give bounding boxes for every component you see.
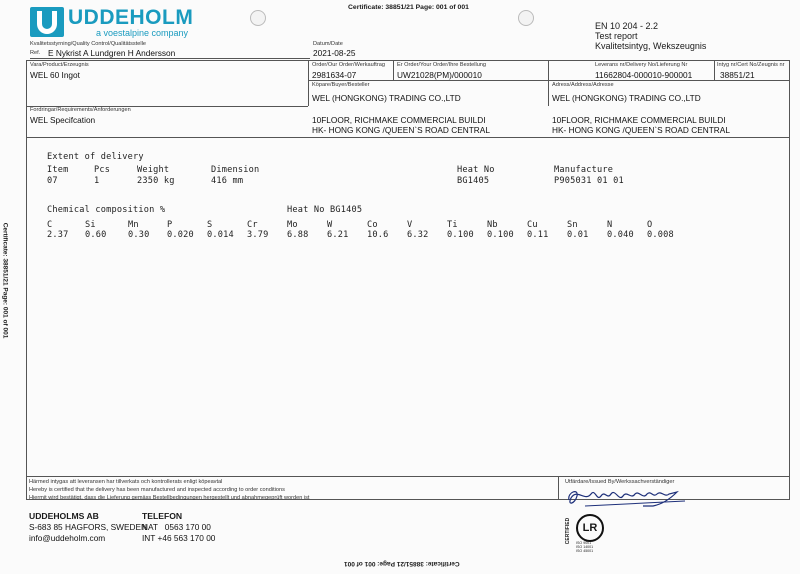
- lr-mark-icon: [576, 514, 604, 542]
- issued-by-label: Utfärdare/Issued By/Werkssachverständiger: [565, 479, 675, 485]
- date-value: 2021-08-25: [313, 48, 356, 58]
- chem-element-mo: Mo: [287, 220, 298, 230]
- chem-value-mn: 0.30: [128, 230, 150, 240]
- quality-control-label: Kvalitetsstyrning/Quality Control/Qualitätsstelle: [30, 41, 146, 47]
- chem-element-v: V: [407, 220, 413, 230]
- report-title: Test report: [595, 31, 638, 41]
- cert-no-label: Intyg nr/Cert No/Zeugnis nr: [717, 62, 785, 68]
- chem-element-c: C: [47, 220, 53, 230]
- lr-certified-label: CERTIFIED: [565, 517, 572, 545]
- chem-element-nb: Nb: [487, 220, 498, 230]
- statement-line: Härmed intygas att leveransen har tillverkats och kontrollerats enligt köpeavtal: [29, 479, 223, 485]
- delivery-weight: 2350 kg: [137, 176, 175, 186]
- certificate-header: Certificate: 38851/21 Page: 001 of 001: [348, 4, 469, 11]
- side-certificate-text: Certificate: 38851/21 Page: 001 of 001: [1, 222, 9, 339]
- bottom-certificate-text: Certificate: 38851/21 Page: 001 of 001: [344, 560, 460, 567]
- delivery-header-item: Item: [47, 165, 69, 175]
- chemical-heading: Chemical composition %: [47, 205, 166, 215]
- chem-value-s: 0.014: [207, 230, 234, 240]
- chem-element-sn: Sn: [567, 220, 578, 230]
- brand-name: UDDEHOLM: [68, 6, 194, 29]
- delivery-header-heat: Heat No: [457, 165, 495, 175]
- our-order-value: 2981634-07: [312, 70, 357, 80]
- footer-address: S-683 85 HAGFORS, SWEDEN: [29, 522, 148, 532]
- chem-element-mn: Mn: [128, 220, 139, 230]
- delivery-dimension: 416 mm: [211, 176, 244, 186]
- buyer-line: HK- HONG KONG /QUEEN`S ROAD CENTRAL: [312, 125, 490, 135]
- chem-element-s: S: [207, 220, 213, 230]
- lr-standard: ISO 45001: [576, 549, 594, 553]
- statement-line: Hiermit wird bestätigt, dass die Lieferung gemäss Bestellbedingungen hergestellt und abnahmegeprüft worden ist: [29, 495, 310, 501]
- chem-value-n: 0.040: [607, 230, 634, 240]
- cert-no-value: 38851/21: [720, 70, 755, 80]
- delivery-heading: Extent of delivery: [47, 152, 144, 162]
- delivery-no-value: 11662804-000010-900001: [595, 70, 693, 80]
- address-line: WEL (HONGKONG) TRADING CO.,LTD: [552, 93, 701, 103]
- chem-value-w: 6.21: [327, 230, 349, 240]
- chem-element-ti: Ti: [447, 220, 458, 230]
- chem-value-nb: 0.100: [487, 230, 514, 240]
- footer-company: UDDEHOLMS AB: [29, 511, 99, 521]
- delivery-no-label: Leverans nr/Delivery No/Lieferung Nr: [595, 62, 688, 68]
- chem-value-o: 0.008: [647, 230, 674, 240]
- lr-standard: ISO 14001: [576, 545, 594, 549]
- your-order-label: Er Order/Your Order/Ihre Bestellung: [397, 62, 487, 68]
- ref-value: E Nykrist A Lundgren H Andersson: [48, 48, 176, 58]
- requirements-label: Fordringar/Requirements/Anforderungen: [30, 107, 131, 113]
- report-title-local: Kvalitetsintyg, Wekszeugnis: [595, 41, 707, 51]
- delivery-heat: BG1405: [457, 176, 490, 186]
- punch-hole: [518, 10, 534, 26]
- your-order-value: UW21028(PM)/000010: [397, 70, 482, 80]
- delivery-header-weight: Weight: [137, 165, 170, 175]
- delivery-manufacture: P905031 01 01: [554, 176, 624, 186]
- chemical-heat-label: Heat No BG1405: [287, 205, 363, 215]
- buyer-line: 10FLOOR, RICHMAKE COMMERCIAL BUILDI: [312, 115, 486, 125]
- ref-label: Ref.: [30, 50, 41, 56]
- chem-value-cr: 3.79: [247, 230, 269, 240]
- product-value: WEL 60 Ingot: [30, 70, 80, 80]
- buyer-label: Köpare/Buyer/Besteller: [312, 82, 370, 88]
- chem-element-n: N: [607, 220, 613, 230]
- address-label: Adress/Address/Adresse: [552, 82, 614, 88]
- chem-element-o: O: [647, 220, 653, 230]
- brand-tagline: a voestalpine company: [96, 28, 189, 38]
- lr-standard: ISO 9001: [576, 541, 592, 545]
- chem-value-mo: 6.88: [287, 230, 309, 240]
- requirements-value: WEL Specifcation: [30, 115, 96, 125]
- uddeholm-logo-icon: [30, 7, 64, 37]
- our-order-label: Order/Our Order/Werkauftrag: [312, 62, 385, 68]
- report-standard: EN 10 204 - 2.2: [595, 21, 659, 31]
- chem-element-cu: Cu: [527, 220, 538, 230]
- chem-element-co: Co: [367, 220, 378, 230]
- address-line: HK- HONG KONG /QUEEN`S ROAD CENTRAL: [552, 125, 730, 135]
- delivery-item: 07: [47, 176, 58, 186]
- chem-value-ti: 0.100: [447, 230, 474, 240]
- uddeholm-logo: [30, 7, 64, 42]
- punch-hole: [250, 10, 266, 26]
- chem-value-cu: 0.11: [527, 230, 549, 240]
- chem-value-p: 0.020: [167, 230, 194, 240]
- delivery-header-manufacture: Manufacture: [554, 165, 614, 175]
- footer-phone-label: TELEFON: [142, 511, 183, 521]
- chem-element-si: Si: [85, 220, 96, 230]
- address-line: 10FLOOR, RICHMAKE COMMERCIAL BUILDI: [552, 115, 726, 125]
- chem-value-c: 2.37: [47, 230, 69, 240]
- lr-mark: LR: [582, 522, 598, 534]
- lr-certified-badge: [566, 510, 606, 556]
- footer-phone-nat: NAT 0563 170 00: [142, 522, 211, 532]
- chem-element-p: P: [167, 220, 173, 230]
- product-label: Vara/Product/Erzeugnis: [30, 62, 89, 68]
- delivery-header-pcs: Pcs: [94, 165, 111, 175]
- chem-value-co: 10.6: [367, 230, 389, 240]
- footer-email[interactable]: info@uddeholm.com: [29, 533, 106, 543]
- chem-value-sn: 0.01: [567, 230, 589, 240]
- statement-line: Hereby is certified that the delivery has been manufactured and inspected according to order conditions: [29, 487, 285, 493]
- buyer-line: WEL (HONGKONG) TRADING CO.,LTD: [312, 93, 461, 103]
- chem-value-si: 0.60: [85, 230, 107, 240]
- chem-element-w: W: [327, 220, 333, 230]
- chem-value-v: 6.32: [407, 230, 429, 240]
- footer-phone-int: INT +46 563 170 00: [142, 533, 216, 543]
- chem-element-cr: Cr: [247, 220, 258, 230]
- signature: [565, 484, 690, 510]
- delivery-pcs: 1: [94, 176, 100, 186]
- date-label: Datum/Date: [313, 41, 343, 47]
- delivery-header-dimension: Dimension: [211, 165, 260, 175]
